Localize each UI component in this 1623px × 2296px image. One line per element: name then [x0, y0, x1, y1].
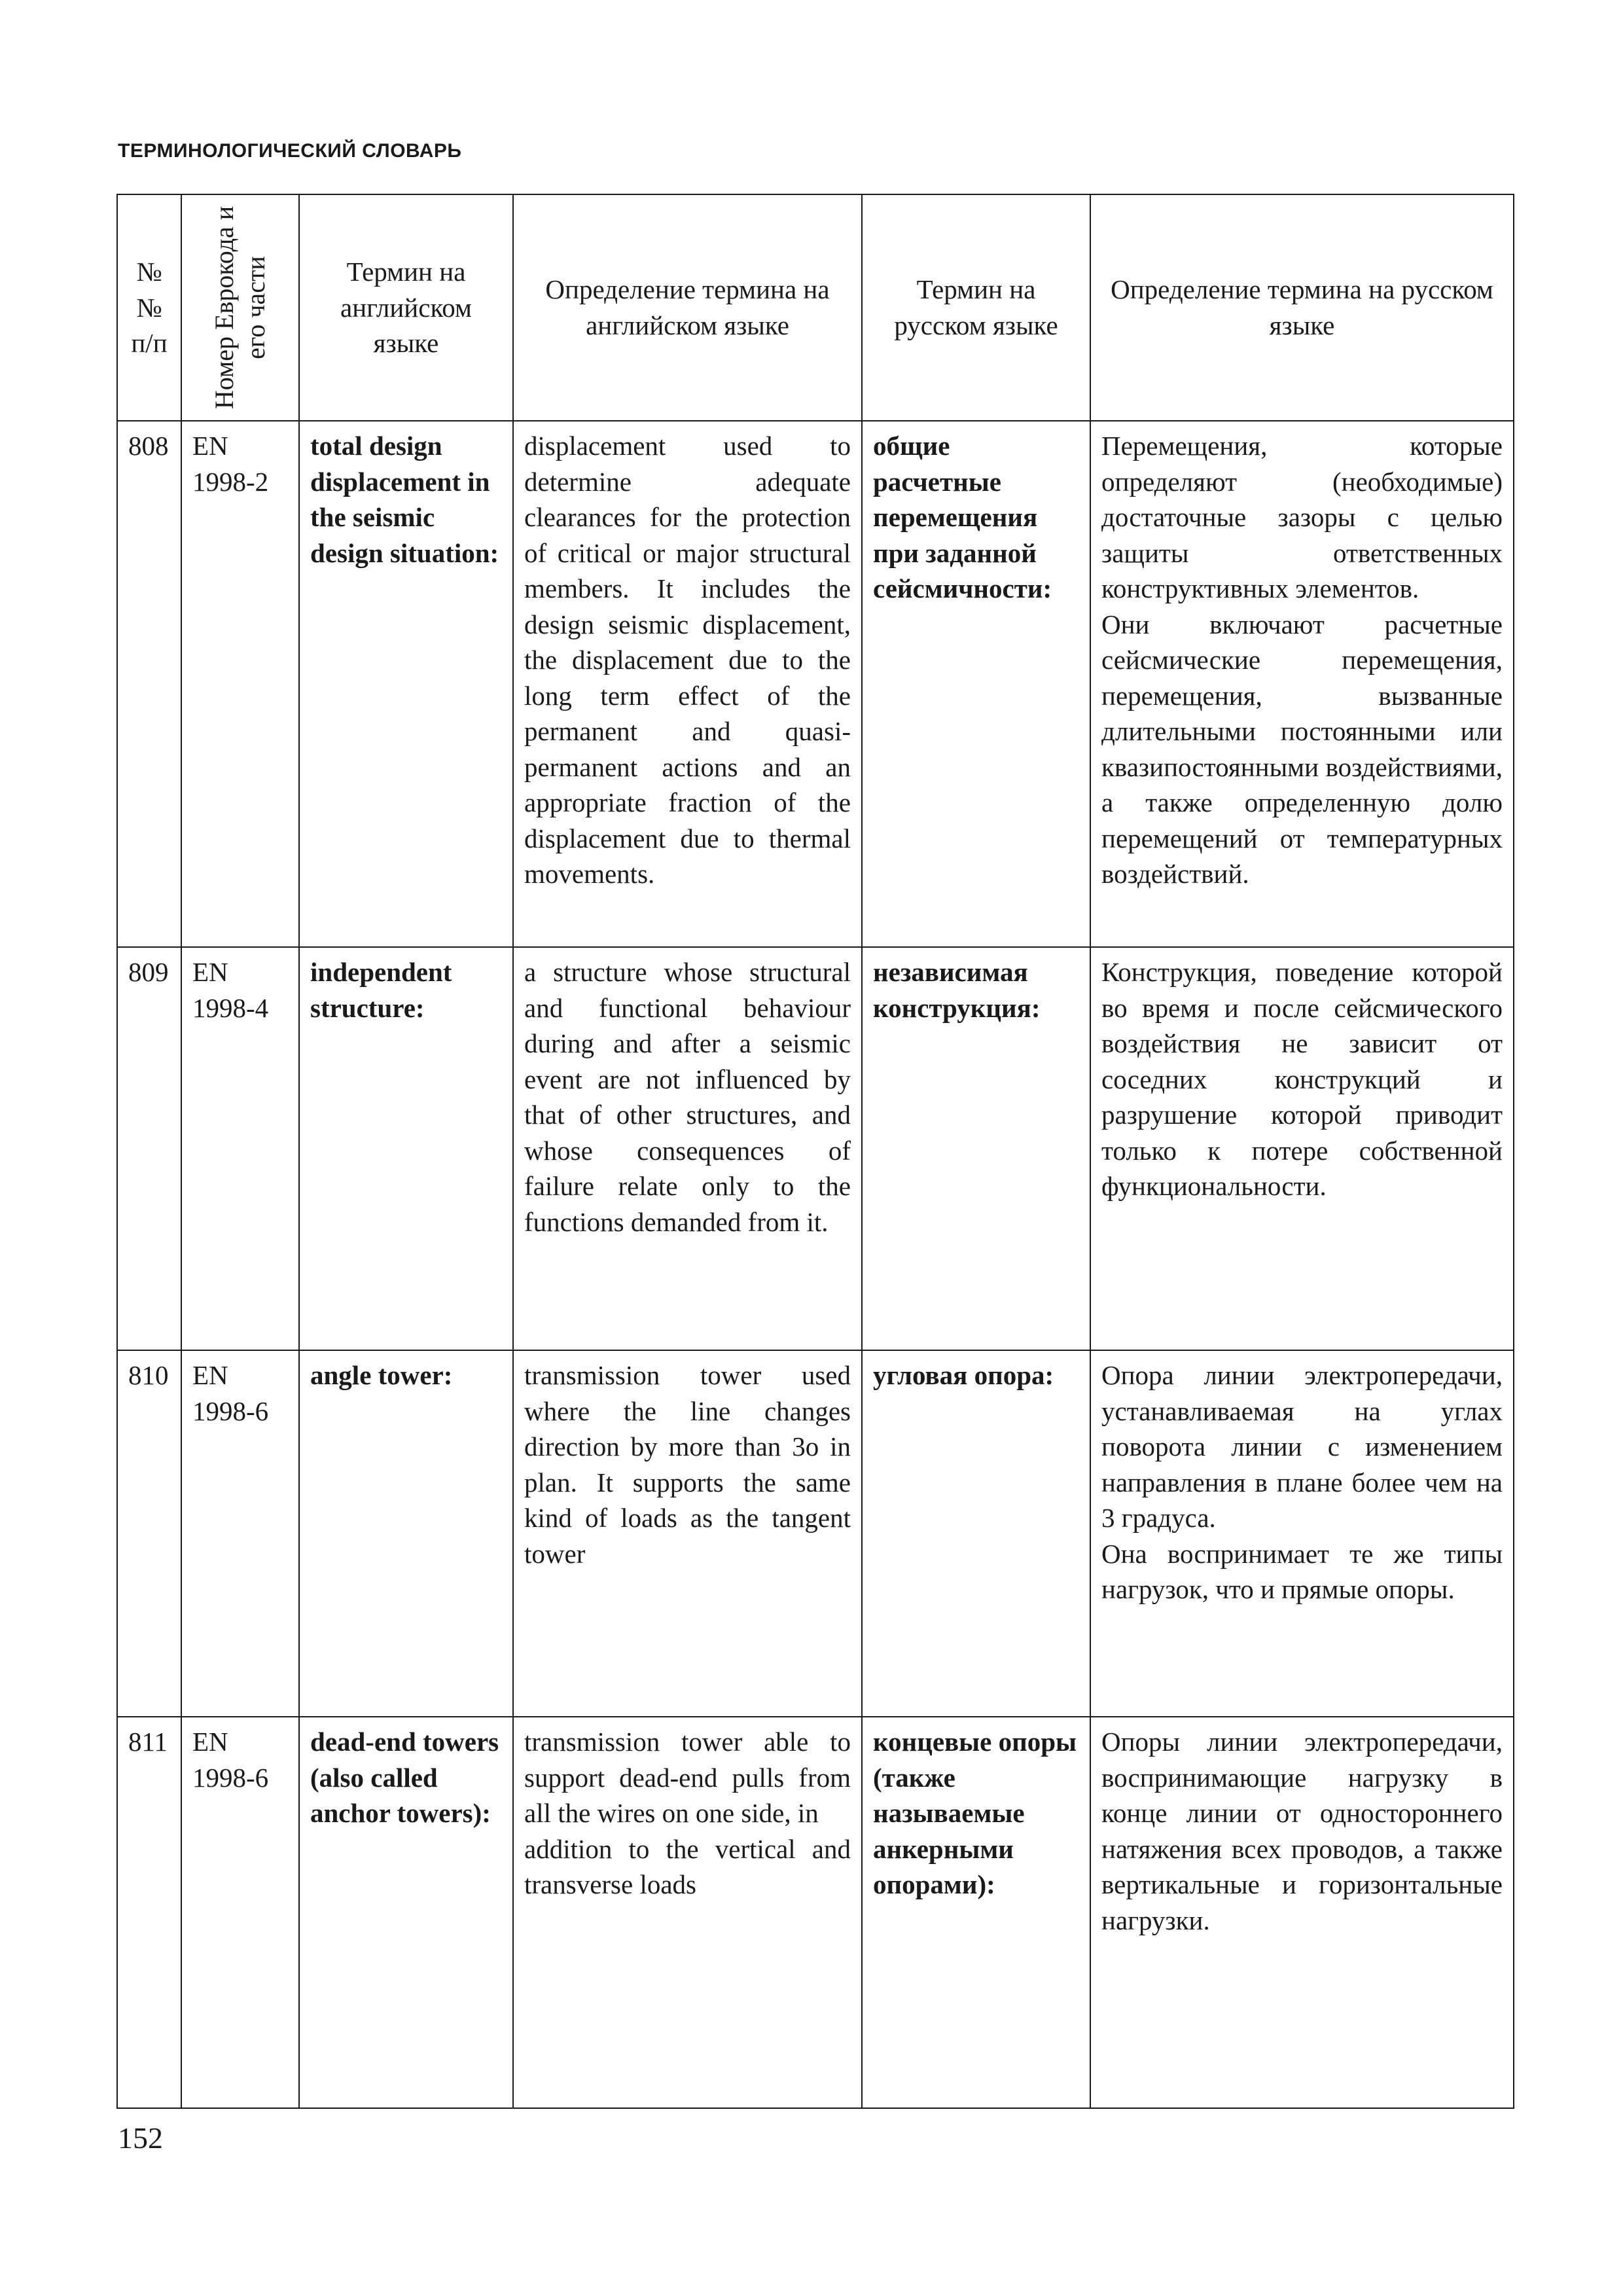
entry-number: 808 [117, 421, 181, 947]
definition-paragraph: addition to the vertical and transverse loads [524, 1833, 851, 1899]
definition-paragraph: Перемещения, которые определяют (необходимые) достаточные зазоры с целью защиты ответственных конструктивных элементов. [1101, 431, 1503, 603]
definition-russian [1090, 1717, 1514, 2108]
term-english: independent structure: [299, 947, 513, 1350]
term-english: dead-end towers (also called anchor towers): [299, 1717, 513, 2108]
definition-paragraph: Опоры линии электропередачи, воспринимающие нагрузку в конце линии от одностороннего натяжения всех проводов, а также вертикальные и горизонтальные нагрузки. [1101, 1727, 1503, 1935]
column-header-number: №№ п/п [117, 194, 181, 421]
term-russian: общие расчетные перемещения при заданной сейсмичности: [862, 421, 1090, 947]
column-header-term-en: Термин на английском языке [299, 194, 513, 421]
table-header-row [117, 194, 1514, 421]
column-header-eurocode-label: Номер Еврокода и его части [209, 206, 270, 410]
entry-number: 811 [117, 1717, 181, 2108]
definition-russian [1090, 421, 1514, 947]
term-russian: угловая опора: [862, 1350, 1090, 1717]
term-english: total design displacement in the seismic design situation: [299, 421, 513, 947]
running-head: ТЕРМИНОЛОГИЧЕСКИЙ СЛОВАРЬ [118, 140, 462, 162]
term-russian: концевые опоры (также называемые анкерными опорами): [862, 1717, 1090, 2108]
table-row [117, 421, 1514, 947]
definition-russian [1090, 947, 1514, 1350]
table-row [117, 1717, 1514, 2108]
definition-paragraph: Конструкция, поведение которой во время и после сейсмического воздействия не зависит от соседних конструкций и разрушение которой приводит только к потере собственной функциональности. [1101, 957, 1503, 1201]
table-row [117, 947, 1514, 1350]
table-row [117, 1350, 1514, 1717]
eurocode-part: EN 1998-6 [181, 1717, 299, 2108]
definition-paragraph: Опора линии электропередачи, устанавливаемая на углах поворота линии с изменением направления в плане более чем на 3 градуса. [1101, 1360, 1503, 1533]
definition-paragraph: Она воспринимает те же типы нагрузок, что и прямые опоры. [1101, 1538, 1503, 1604]
definition-english: a structure whose structural and functional behaviour during and after a seismic event are not influenced by that of other structures, and whose consequences of failure relate only to the functions demanded from it. [513, 947, 862, 1350]
definition-paragraph: Они включают расчетные сейсмические перемещения, перемещения, вызванные длительными постоянными или квазипостоянными воздействиями, а также определенную долю перемещений от температурных воздействий. [1101, 609, 1503, 889]
eurocode-part: EN 1998-2 [181, 421, 299, 947]
term-english: angle tower: [299, 1350, 513, 1717]
definition-english [513, 1717, 862, 2108]
definition-english: transmission tower used where the line changes direction by more than 3o in plan. It supports the same kind of loads as the tangent tower [513, 1350, 862, 1717]
entry-number: 810 [117, 1350, 181, 1717]
definition-english: displacement used to determine adequate clearances for the protection of critical or major structural members. It includes the design seismic displacement, the displacement due to the long term effect of the permanent and quasi-permanent actions and an appropriate fraction of the displacement due to thermal movements. [513, 421, 862, 947]
column-header-eurocode [181, 194, 299, 421]
column-header-term-ru: Термин на русском языке [862, 194, 1090, 421]
glossary-table [116, 194, 1514, 2109]
column-header-definition-ru: Определение термина на русском языке [1090, 194, 1514, 421]
entry-number: 809 [117, 947, 181, 1350]
eurocode-part: EN 1998-4 [181, 947, 299, 1350]
eurocode-part: EN 1998-6 [181, 1350, 299, 1717]
term-russian: независимая конструкция: [862, 947, 1090, 1350]
column-header-definition-en: Определение термина на английском языке [513, 194, 862, 421]
page-number: 152 [118, 2121, 163, 2155]
definition-russian [1090, 1350, 1514, 1717]
definition-paragraph: transmission tower able to support dead-end pulls from all the wires on one side, in [524, 1727, 851, 1828]
